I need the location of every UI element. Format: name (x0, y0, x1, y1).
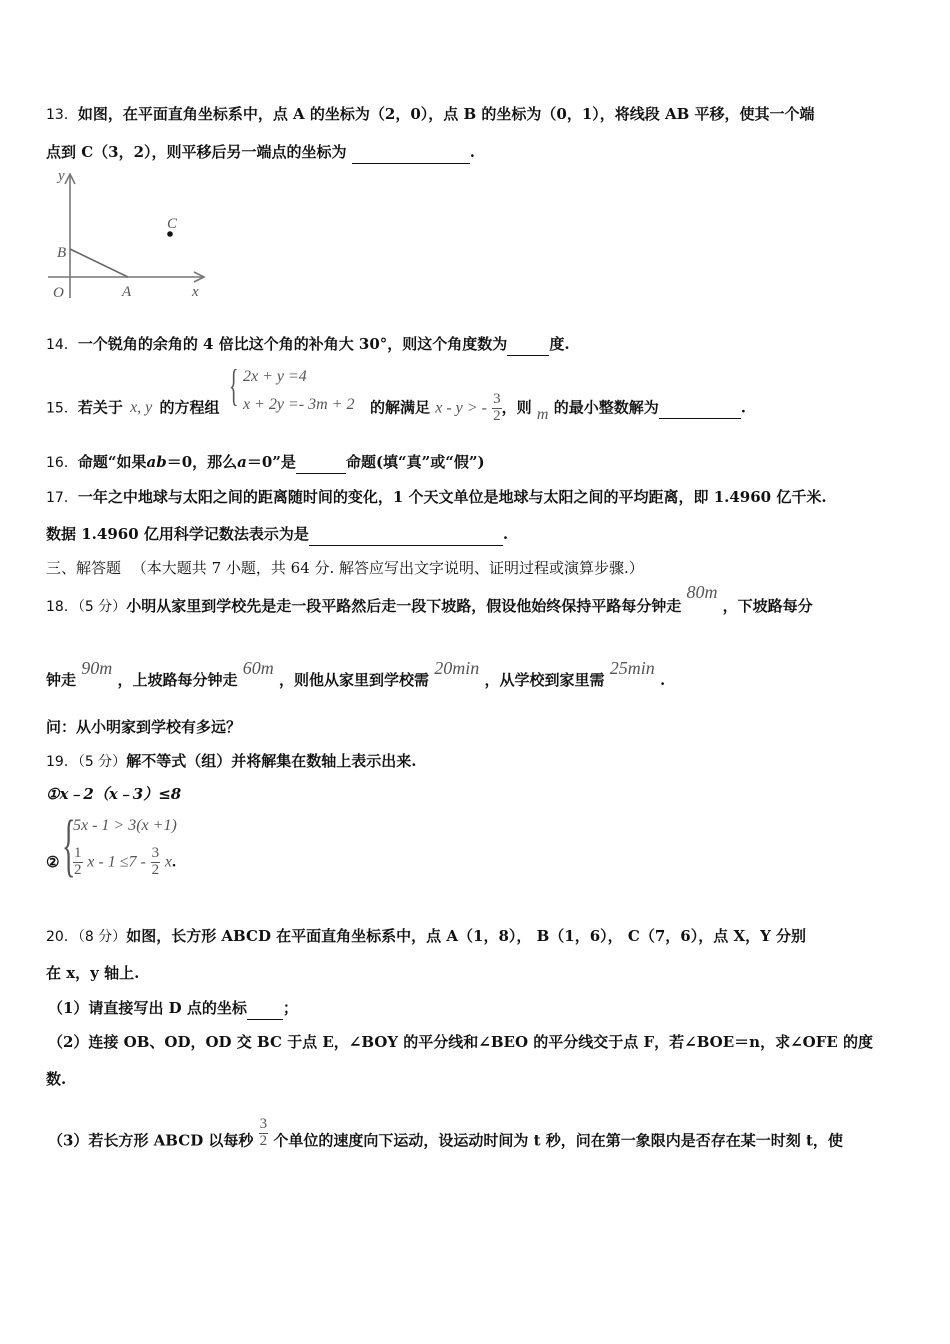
q13-line1 (46, 103, 815, 124)
q14-number: 14． (46, 337, 78, 353)
q13-answer-blank[interactable] (352, 145, 470, 164)
q20-part3: （3）若长方形 ABCD 以每秒 $\frac{3}{2}$ 个单位的速度向下运动，设运动时间为 t 秒，问在第一象限内是否存在某一时刻 t，使 (48, 1116, 843, 1150)
q15-brace: { (229, 361, 239, 410)
q15-eq2: x + 2y =- 3m + 2 (243, 396, 355, 413)
q13-line2: 点到 C（3，2），则平移后另一端点的坐标为 . (46, 141, 475, 164)
q18-line1: 18．（5 分）小明从家里到学校先是走一段平路然后走一段下坡路，假设他始终保持平路每分钟走 80m ，下坡路每分 (46, 582, 813, 615)
label-o: O (53, 285, 64, 301)
q20-part2-line2: 数. (46, 1070, 67, 1088)
q19-brace: { (62, 807, 76, 884)
q19-number: 19． (46, 754, 78, 770)
q17-number: 17． (46, 490, 78, 506)
label-a: A (122, 284, 132, 300)
q20-line1: 20．（8 分）如图，长方形 ABCD 在平面直角坐标系中，点 A（1，8）， B（1，6）， C（7，6），点 X，Y 分别 (46, 927, 807, 945)
section-title: 三、解答题 (46, 559, 122, 577)
q19-eq1: 5x - 1 > 3(x +1) (73, 817, 177, 834)
q19-eq2: $\frac{1}{2}$ x - 1 ≤7 - $\frac{3}{2}$ x. (74, 845, 176, 878)
section-note: （本大题共 7 小题，共 64 分. 解答应写出文字说明、证明过程或演算步骤.） (131, 559, 644, 577)
q20-line2: 在 x，y 轴上. (46, 964, 140, 982)
label-y: y (58, 168, 65, 184)
segment-ab (70, 249, 128, 277)
q13-coordinate-figure (44, 166, 214, 306)
q13-text1: 如图，在平面直角坐标系中，点 A 的坐标为（2，0），点 B 的坐标为（0，1），将线段 AB 平移，使其一个端 (77, 105, 815, 123)
q15-eq1: 2x + y =4 (243, 368, 307, 385)
q15-number: 15． (46, 400, 78, 417)
label-b: B (57, 245, 67, 261)
q18-line2: 钟走 90m ，上坡路每分钟走 60m ，则他从家里到学校需 20min ，从学校到家里需 25min . (46, 658, 666, 689)
point-c (167, 231, 173, 237)
q15-fraction: $\frac{3}{2}$ (493, 391, 501, 424)
q14-answer-blank[interactable] (507, 337, 549, 356)
q15-m: m (536, 406, 549, 424)
q13-number: 13． (46, 107, 78, 123)
q19-part1: ①x﹣2（x﹣3）≤8 (46, 785, 182, 803)
q20-fraction: $\frac{3}{2}$ (259, 1116, 268, 1149)
q18-question: 问：从小明家到学校有多远？ (46, 718, 242, 736)
q19-line: 19．（5 分）解不等式（组）并将解集在数轴上表示出来. (46, 752, 417, 770)
label-x: x (192, 284, 199, 300)
q20-number: 20． (46, 929, 78, 945)
q20-part2-line1: （2）连接 OB、OD，OD 交 BC 于点 E，∠BOY 的平分线和∠BEO 的平分线交于点 F，若∠BOE＝n，求∠OFE 的度 (48, 1033, 874, 1051)
label-c: C (167, 216, 178, 232)
q19-part2-mark: ② (46, 853, 60, 871)
q16-number: 16． (46, 455, 78, 471)
q13-text2: 点到 C（3，2），则平移后另一端点的坐标为 (46, 143, 347, 161)
q15-answer-blank[interactable] (659, 400, 741, 419)
q18-number: 18． (46, 599, 78, 615)
q17-answer-blank[interactable] (309, 527, 503, 546)
q20-part1: （1）请直接写出 D 点的坐标 ； (48, 997, 298, 1020)
q16-answer-blank[interactable] (296, 455, 346, 474)
q15-inequality: x - y > - (435, 399, 487, 417)
q17-line1: 17．一年之中地球与太阳之间的距离随时间的变化，1 个天文单位是地球与太阳之间的平均距离，即 1.4960 亿千米. (46, 488, 827, 506)
q17-line2: 数据 1.4960 亿用科学记数法表示为是 . (46, 523, 508, 546)
q14-line: 14．一个锐角的余角的 4 倍比这个角的补角大 30°，则这个角度数为 度. (46, 333, 570, 356)
q15-vars: x, y (130, 399, 153, 417)
q14-text: 一个锐角的余角的 4 倍比这个角的补角大 30°，则这个角度数为 (77, 335, 508, 353)
q15-line: 15．若关于 x, y 的方程组 的解满足 x - y > - $\frac{3}{2}$ ，则 m 的最小整数解为 . (46, 391, 746, 424)
q16-line: 16．命题“如果ab＝0，那么a＝0”是 命题(填“真”或“假”) (46, 451, 485, 474)
q20-answer-blank[interactable] (247, 1001, 283, 1020)
section-header (46, 557, 644, 578)
